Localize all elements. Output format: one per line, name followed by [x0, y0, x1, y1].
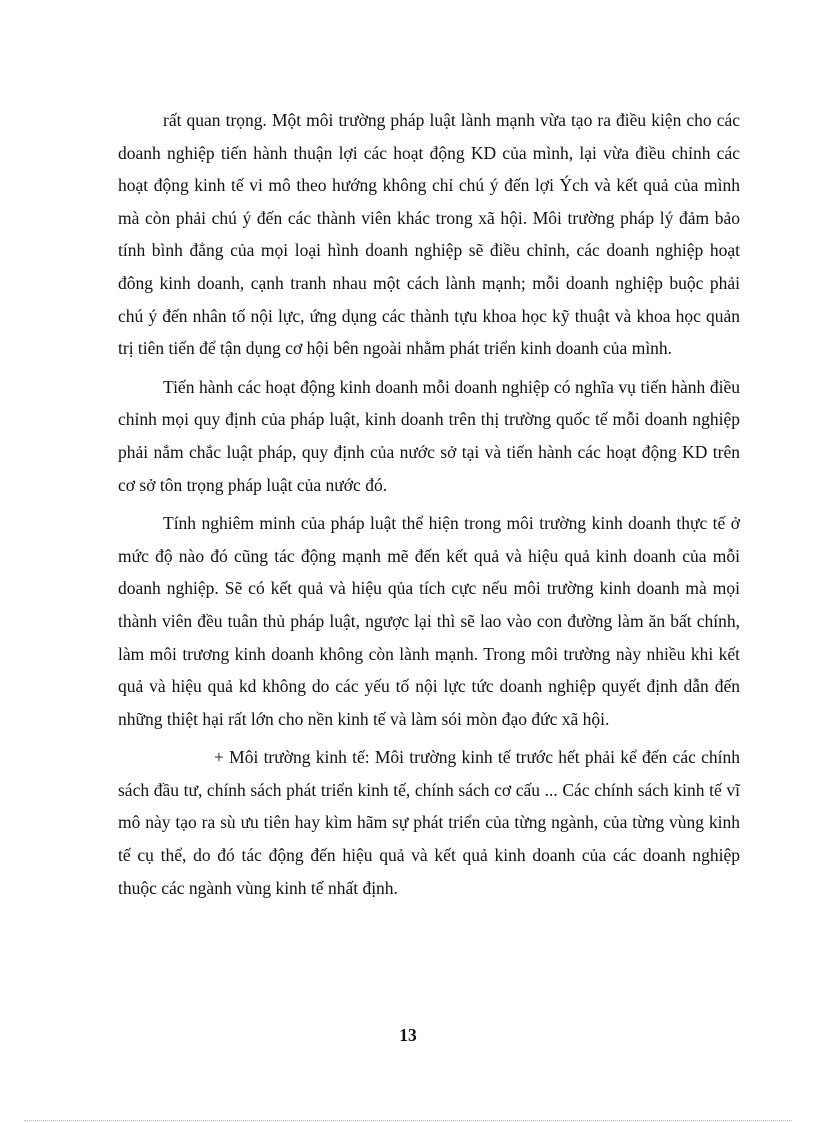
paragraph-law-strictness: Tính nghiêm minh của pháp luật thể hiện trong môi trường kinh doanh thực tế ở mức độ nào đó cũng tác động mạnh mẽ đến kết quả và hiệu quả kinh doanh của mỗi doanh nghiệp. Sẽ có kết quả và hiệu qủa tích cực nếu môi trường kinh doanh mà mọi thành viên đều tuân thủ pháp luật, ngược lại thì sẽ lao vào con đường làm ăn bất chính, làm môi trương kinh doanh không còn lành mạnh. Trong môi trường này nhiều khi kết quả và hiệu quả kd không do các yếu tố nội lực tức doanh nghiệp quyết định dẫn đến những thiệt hại rất lớn cho nền kinh tế và làm sói mòn đạo đức xã hội. [118, 513, 740, 729]
paragraph-legal-environment: rất quan trọng. Một môi trường pháp luật lành mạnh vừa tạo ra điều kiện cho các doanh nghiệp tiến hành thuận lợi các hoạt động KD của mình, lại vừa điều chỉnh các hoạt động kinh tế vi mô theo hướng không chỉ chú ý đến lợi Ých và kết quả của mình mà còn phải chú ý đến các thành viên khác trong xã hội. Môi trường pháp lý đảm bảo tính bình đẳng của mọi loại hình doanh nghiệp sẽ điều chỉnh, các doanh nghiệp hoạt đông kinh doanh, cạnh tranh nhau một cách lành mạnh; mỗi doanh nghiệp buộc phải chú ý đến nhân tố nội lực, ứng dụng các thành tựu khoa học kỹ thuật và khoa học quản trị tiên tiến để tận dụng cơ hội bên ngoài nhằm phát triển kinh doanh của mình. [118, 110, 740, 359]
document-body [118, 104, 740, 904]
paragraph-business-obligations: Tiến hành các hoạt động kinh doanh mỗi doanh nghiệp có nghĩa vụ tiến hành điều chỉnh mọi quy định của pháp luật, kinh doanh trên thị trường quốc tế mỗi doanh nghiệp phải nắm chắc luật pháp, quy định của nước sở tại và tiến hành các hoạt động KD trên cơ sở tôn trọng pháp luật của nước đó. [118, 376, 740, 495]
page-number: 13 [399, 1025, 417, 1045]
paragraph-economic-environment: + Môi trường kinh tế: Môi trường kinh tế trước hết phải kể đến các chính sách đầu tư, chính sách phát triển kinh tế, chính sách cơ cấu ... Các chính sách kinh tế vĩ mô này tạo ra sù ưu tiên hay kìm hãm sự phát triển của từng ngành, của từng vùng kinh tế cụ thể, do đó tác động đến hiệu quả và kết quả kinh doanh của các doanh nghiệp thuộc các ngành vùng kinh tế nhất định. [118, 747, 740, 898]
footer-divider [24, 1120, 792, 1121]
